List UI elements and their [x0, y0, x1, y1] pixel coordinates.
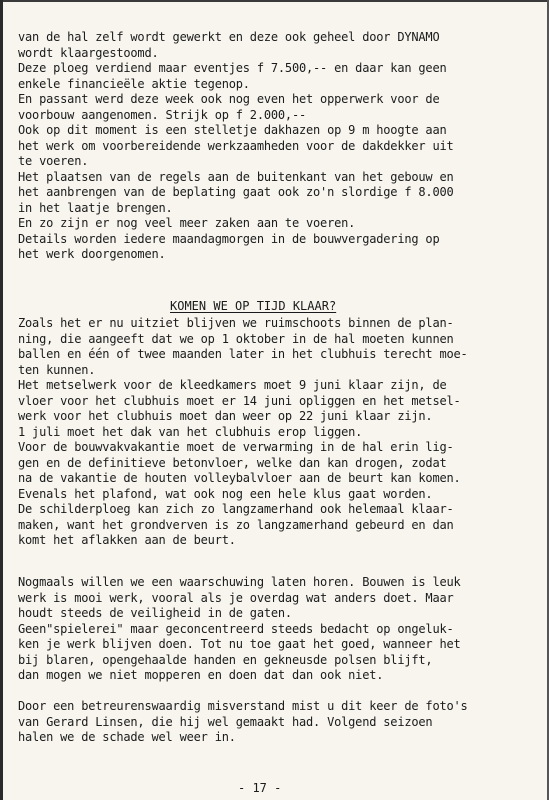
text-line: houdt steeds de veiligheid in de gaten. [18, 606, 292, 620]
text-line: gen en de definitieve betonvloer, welke dan kan drogen, zodat [18, 455, 447, 470]
text-line: komt het aflakken aan de beurt. [18, 533, 236, 547]
paragraph-warning [18, 575, 538, 684]
text-line: het aanbrengen van de beplating gaat ook zo'n slordige f 8.000 [18, 185, 454, 199]
text-line: voorbouw aangenomen. Strijk op f 2.000,-- [18, 107, 307, 122]
text-line: Deze ploeg verdiend maar eventjes f 7.500,-- en daar kan geen [18, 61, 447, 75]
paragraph-photos [18, 699, 538, 746]
text-line: Details worden iedere maandagmorgen in de bouwvergadering op [18, 231, 440, 246]
text-line: van Gerard Linsen, die hij wel gemaakt had. Volgend seizoen [18, 714, 433, 729]
text-line: ning, die aangeeft dat we op 1 oktober in de hal moeten kunnen [18, 331, 454, 346]
text-line: het werk om voorbereidende werkzaamheden voor de dakdekker uit [18, 138, 454, 153]
text-line: werk voor het clubhuis moet dan weer op 22 juni klaar zijn. [18, 409, 433, 423]
scan-edge-top [0, 0, 549, 2]
section-heading: KOMEN WE OP TIJD KLAAR? [170, 299, 337, 313]
text-line: Het plaatsen van de regels aan de buitenkant van het gebouw en [18, 169, 454, 184]
text-line: enkele financieële aktie tegenop. [18, 76, 250, 91]
scan-edge-left [0, 0, 3, 800]
page-number: - 17 - [238, 781, 282, 795]
text-line: ten kunnen. [18, 362, 96, 377]
text-line: Ook op dit moment is een stelletje dakhazen op 9 m hoogte aan [18, 123, 447, 137]
text-line: Evenals het plafond, wat ook nog een hele klus gaat worden. [18, 486, 433, 501]
text-line: te voeren. [18, 154, 89, 168]
text-line: Geen"spielerei" maar geconcentreerd steeds bedacht op ongeluk- [18, 621, 454, 636]
text-line: halen we de schade wel weer in. [18, 730, 236, 744]
text-line: ballen en één of twee maanden later in het clubhuis terecht moe- [18, 347, 468, 361]
paragraph-schedule [18, 316, 538, 549]
text-line: bij blaren, opengehaalde handen en gekneusde polsen blijft, [18, 652, 433, 667]
text-line: ken je werk blijven doen. Tot nu toe gaat het goed, wanneer het [18, 637, 461, 651]
text-line: dan mogen we niet mopperen en doen dat dan ook niet. [18, 668, 384, 682]
text-line: in het laatje brengen. [18, 200, 173, 215]
text-line: maken, want het grondverven is zo langzamerhand gebeurd en dan [18, 517, 454, 532]
text-line: 1 juli moet het dak van het clubhuis erop liggen. [18, 424, 363, 439]
text-line: werk is mooi werk, vooral als je overdag wat anders doet. Maar [18, 590, 454, 605]
paragraph-intro [18, 30, 538, 263]
text-line: Voor de bouwvakvakantie moet de verwarming in de hal erin lig- [18, 440, 454, 454]
text-line: wordt klaargestoomd. [18, 45, 159, 60]
text-line: De schilderploeg kan zich zo langzamerhand ook helemaal klaar- [18, 502, 454, 516]
text-line: Nogmaals willen we een waarschuwing laten horen. Bouwen is leuk [18, 575, 461, 589]
text-line: En passant werd deze week ook nog even het opperwerk voor de [18, 92, 440, 106]
text-line: Door een betreurenswaardig misverstand mist u dit keer de foto's [18, 699, 468, 713]
text-line: Zoals het er nu uitziet blijven we ruimschoots binnen de plan- [18, 316, 454, 330]
text-line: van de hal zelf wordt gewerkt en deze ook geheel door DYNAMO [18, 30, 440, 44]
text-line: vloer voor het clubhuis moet er 14 juni opliggen en het metsel- [18, 393, 461, 408]
text-line: na de vakantie de houten volleybalvloer aan de beurt kan komen. [18, 471, 461, 485]
text-line: En zo zijn er nog veel meer zaken aan te voeren. [18, 216, 356, 230]
text-line: Het metselwerk voor de kleedkamers moet 9 juni klaar zijn, de [18, 378, 447, 392]
text-line: het werk doorgenomen. [18, 247, 166, 261]
